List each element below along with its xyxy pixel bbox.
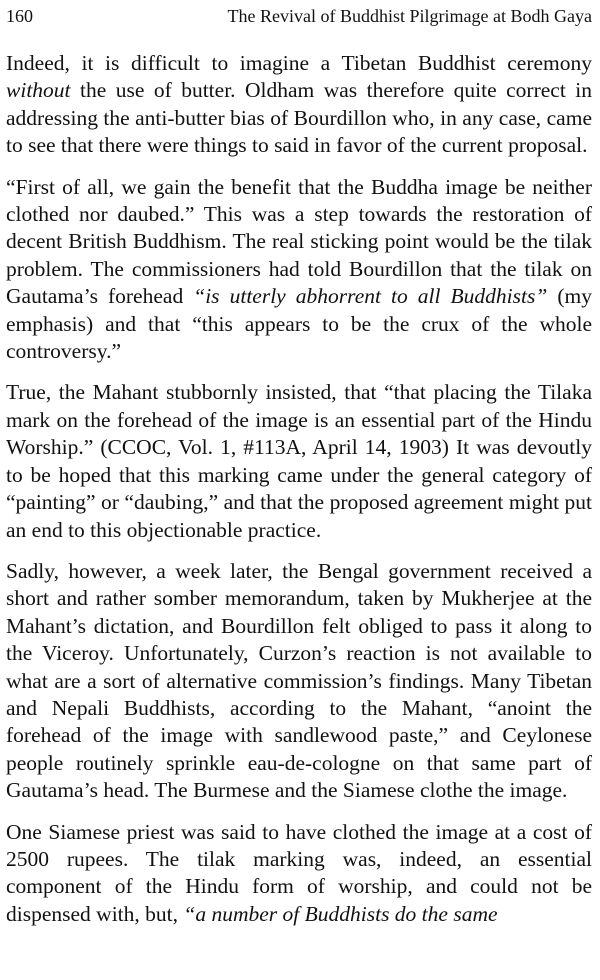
- text-segment: (my emphasis) and that “this appears to be the crux of the whole controversy.”: [6, 284, 592, 364]
- italic-segment: “a number of Buddhists do the same: [183, 901, 498, 926]
- italic-segment: “is utterly abhorrent to all Buddhists”: [193, 284, 548, 309]
- text-segment: True, the Mahant stubbornly insisted, that “that placing the Tilaka mark on the forehead of the image is an essential part of the Hindu Worship.” (CCOC, Vol. 1, #113A, April 14, 1903) It was devoutly to be hoped that this marking came under the general category of “painting” or “daubing,” and that the proposed agreement might put an end to this objectionable practice.: [6, 380, 592, 542]
- paragraph-5: [6, 819, 592, 929]
- page-number: 160: [6, 6, 33, 26]
- italic-segment: without: [6, 78, 71, 103]
- text-segment: One Siamese priest was said to have clothed the image at a cost of 2500 rupees. The tilak marking was, indeed, an essential component of the Hindu form of worship, and could not be dispensed with, but,: [6, 819, 592, 926]
- running-head: The Revival of Buddhist Pilgrimage at Bodh Gaya: [227, 6, 592, 26]
- text-segment: Indeed, it is difficult to imagine a Tibetan Buddhist ceremony: [6, 51, 592, 75]
- paragraph-2: [6, 174, 592, 366]
- text-segment: Sadly, however, a week later, the Bengal government received a short and rather somber memorandum, taken by Mukherjee at the Mahant’s dictation, and Bourdillon felt obliged to pass it along to the Viceroy. Unfortunately, Curzon’s reaction is not available to what are a sort of alternative commission’s findings. Many Tibetan and Nepali Buddhists, according to the Mahant, “anoint the forehead of the image with sandlewood paste,” and Ceylonese people routinely sprinkle eau-de-cologne on that same part of Gautama’s head. The Burmese and the Siamese clothe the image.: [6, 558, 592, 803]
- paragraph-3: [6, 379, 592, 543]
- paragraph-1: [6, 50, 592, 160]
- page-header: [6, 4, 592, 28]
- paragraph-4: [6, 558, 592, 805]
- text-segment: the use of butter. Oldham was therefore quite correct in addressing the anti-butter bias of Bourdillon who, in any case, came to see that there were things to said in favor of the current proposal.: [6, 78, 592, 158]
- body-text: [6, 50, 592, 942]
- text-segment: “First of all, we gain the benefit that the Buddha image be neither clothed nor daubed.” This was a step towards the restoration of decent British Buddhism. The real sticking point would be the tilak problem. The commissioners had told Bourdillon that the tilak on Gautama’s forehead: [6, 174, 592, 309]
